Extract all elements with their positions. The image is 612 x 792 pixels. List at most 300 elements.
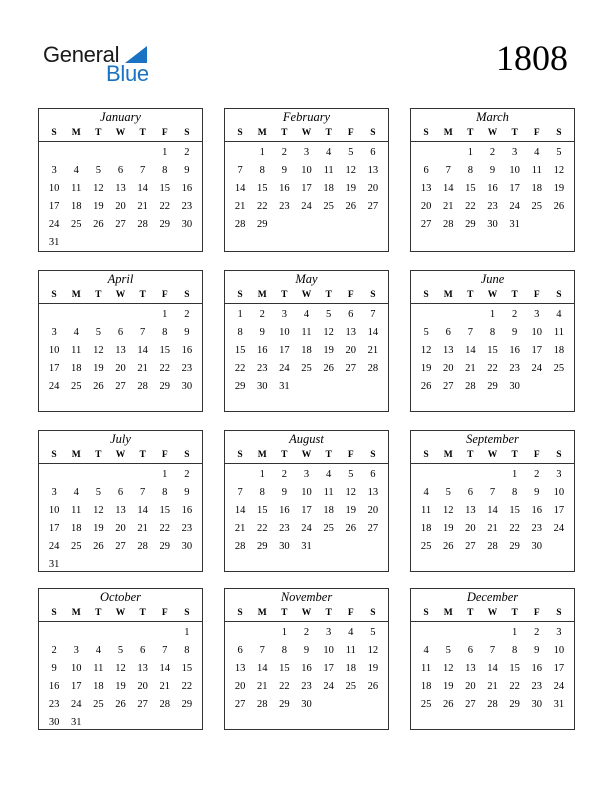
month-october [38, 588, 203, 730]
day-number: 12 [93, 183, 104, 194]
day-number: 28 [159, 699, 171, 710]
day-number: 7 [467, 327, 473, 338]
day-number: 7 [140, 165, 146, 176]
day-number: 8 [512, 487, 518, 498]
day-number: 15 [256, 505, 268, 516]
day-number: 29 [509, 699, 520, 710]
day-number: 31 [279, 381, 290, 392]
day-number: 2 [534, 627, 540, 638]
weekday-header [411, 288, 574, 304]
day-number: 25 [93, 699, 104, 710]
day-number: 14 [234, 183, 246, 194]
weekday-label: T [511, 450, 518, 460]
day-number: 3 [534, 309, 540, 320]
day-number: 28 [137, 381, 148, 392]
weekday-label: F [347, 290, 354, 300]
day-number: 19 [420, 363, 432, 374]
day-number: 14 [159, 663, 171, 674]
day-number: 27 [345, 363, 357, 374]
day-number: 1 [259, 147, 265, 158]
day-number: 20 [367, 505, 379, 516]
day-number: 27 [234, 699, 246, 710]
weekday-label: S [423, 128, 429, 138]
day-number: 19 [345, 505, 357, 516]
day-number: 6 [237, 645, 243, 656]
day-number: 4 [423, 645, 429, 656]
day-number: 13 [367, 165, 379, 176]
weekday-label: T [325, 128, 332, 138]
day-number: 18 [70, 201, 82, 212]
day-number: 22 [256, 201, 268, 212]
day-number: 22 [159, 523, 171, 534]
weekday-label: T [467, 608, 474, 618]
weekday-label: T [139, 290, 146, 300]
day-number: 25 [420, 699, 432, 710]
day-number: 30 [48, 717, 60, 728]
day-number: 28 [137, 219, 148, 230]
day-number: 23 [181, 523, 193, 534]
day-number: 27 [442, 381, 454, 392]
weekday-label: S [237, 450, 243, 460]
day-number: 4 [423, 487, 429, 498]
day-number: 31 [553, 699, 565, 710]
day-number: 29 [181, 699, 193, 710]
day-number: 5 [348, 147, 354, 158]
day-number: 21 [442, 201, 454, 212]
weekday-header [225, 606, 388, 622]
day-number: 3 [556, 627, 562, 638]
day-number: 9 [184, 165, 190, 176]
day-number: 7 [445, 165, 451, 176]
day-number: 12 [345, 165, 357, 176]
empty-day [43, 144, 65, 162]
day-number: 27 [465, 541, 476, 552]
day-number: 2 [303, 627, 310, 638]
weekday-label: S [184, 290, 190, 300]
weekday-label: T [467, 290, 474, 300]
month-january [38, 108, 203, 252]
weekday-label: S [51, 450, 57, 460]
empty-day [415, 306, 437, 324]
day-number: 18 [301, 345, 312, 356]
day-number: 3 [281, 309, 287, 320]
empty-day [132, 624, 154, 642]
day-number: 23 [279, 523, 290, 534]
day-number: 15 [159, 505, 171, 516]
empty-day [251, 624, 273, 642]
day-number: 4 [73, 327, 79, 338]
day-number: 26 [93, 541, 104, 552]
day-number: 7 [489, 645, 496, 656]
day-number: 7 [140, 487, 146, 498]
day-number: 13 [345, 327, 357, 338]
day-number: 11 [421, 505, 432, 516]
day-number: 14 [465, 345, 476, 356]
day-number: 22 [465, 201, 476, 212]
weekday-label: M [257, 450, 267, 460]
day-number: 23 [301, 681, 312, 692]
day-number: 23 [509, 363, 520, 374]
day-number: 10 [48, 345, 60, 356]
day-number: 5 [423, 327, 429, 338]
day-number: 22 [159, 201, 171, 212]
empty-day [132, 306, 154, 324]
day-number: 16 [48, 681, 60, 692]
day-number: 9 [281, 487, 287, 498]
weekday-label: T [95, 128, 102, 138]
day-number: 9 [512, 327, 518, 338]
weekday-label: F [161, 608, 168, 618]
day-number: 29 [256, 219, 268, 230]
day-number: 15 [465, 183, 476, 194]
day-number: 29 [487, 381, 498, 392]
day-number: 9 [303, 645, 310, 656]
day-number: 6 [348, 309, 354, 320]
empty-day [154, 624, 176, 642]
day-number: 27 [115, 541, 126, 552]
weekday-label: T [467, 128, 474, 138]
day-number: 3 [556, 469, 562, 480]
day-number: 16 [181, 183, 193, 194]
weekday-label: T [95, 450, 102, 460]
weekday-label: T [95, 290, 102, 300]
month-name: November [280, 590, 333, 604]
day-number: 13 [465, 505, 476, 516]
day-number: 21 [256, 681, 268, 692]
day-number: 7 [237, 165, 243, 176]
day-number: 5 [95, 165, 101, 176]
weekday-label: W [115, 608, 126, 618]
day-number: 18 [70, 523, 82, 534]
day-number: 17 [553, 663, 565, 674]
empty-day [65, 466, 87, 484]
day-number: 10 [48, 505, 60, 516]
weekday-label: T [281, 128, 288, 138]
empty-day [415, 624, 437, 642]
day-number: 14 [234, 505, 246, 516]
day-number: 25 [531, 201, 543, 212]
day-number: 10 [323, 645, 334, 656]
day-number: 4 [534, 147, 540, 158]
day-number: 23 [48, 699, 60, 710]
empty-day [43, 466, 65, 484]
empty-day [132, 144, 154, 162]
day-number: 1 [237, 309, 243, 320]
weekday-label: M [443, 128, 453, 138]
weekday-header [225, 126, 388, 142]
weekday-label: W [487, 608, 498, 618]
weekday-header [39, 126, 202, 142]
empty-day [87, 466, 109, 484]
day-number: 7 [370, 309, 376, 320]
weekday-label: F [161, 290, 168, 300]
day-grid [225, 304, 388, 396]
day-number: 27 [367, 201, 379, 212]
weekday-label: T [281, 608, 288, 618]
day-number: 12 [442, 663, 454, 674]
weekday-label: M [71, 450, 81, 460]
day-number: 26 [93, 381, 104, 392]
day-number: 3 [51, 165, 57, 176]
day-number: 8 [259, 487, 265, 498]
weekday-label: T [95, 608, 102, 618]
day-number: 20 [465, 681, 476, 692]
day-number: 25 [323, 523, 334, 534]
logo-general-text: General [43, 42, 120, 67]
day-number: 21 [487, 681, 498, 692]
day-number: 4 [326, 469, 332, 480]
day-number: 19 [442, 523, 454, 534]
weekday-label: T [281, 290, 288, 300]
day-number: 19 [93, 201, 104, 212]
empty-day [65, 624, 87, 642]
month-march [410, 108, 575, 252]
day-number: 16 [509, 345, 520, 356]
day-number: 21 [137, 363, 148, 374]
day-number: 4 [73, 165, 79, 176]
weekday-label: T [511, 608, 518, 618]
empty-day [109, 306, 131, 324]
day-number: 21 [137, 201, 148, 212]
weekday-header [225, 288, 388, 304]
weekday-label: T [325, 608, 332, 618]
weekday-label: S [556, 290, 562, 300]
empty-day [437, 306, 459, 324]
empty-day [459, 306, 481, 324]
day-number: 5 [445, 487, 451, 498]
day-number: 11 [323, 165, 334, 176]
day-number: 6 [117, 165, 124, 176]
weekday-header [411, 126, 574, 142]
month-name: February [282, 110, 331, 124]
day-number: 17 [48, 363, 60, 374]
day-number: 3 [73, 645, 79, 656]
weekday-label: M [71, 290, 81, 300]
day-number: 22 [234, 363, 246, 374]
day-number: 6 [423, 165, 429, 176]
day-number: 28 [256, 699, 268, 710]
day-number: 29 [279, 699, 290, 710]
day-number: 20 [234, 681, 246, 692]
day-grid [39, 142, 202, 252]
day-number: 15 [509, 505, 520, 516]
day-grid [225, 142, 388, 234]
weekday-label: W [301, 128, 312, 138]
day-number: 9 [259, 327, 265, 338]
empty-day [43, 306, 65, 324]
day-number: 16 [181, 505, 193, 516]
day-number: 17 [48, 201, 60, 212]
day-number: 17 [70, 681, 82, 692]
empty-day [132, 466, 154, 484]
day-grid [225, 622, 388, 714]
day-number: 2 [281, 147, 287, 158]
day-number: 17 [553, 505, 565, 516]
day-grid [411, 142, 574, 234]
weekday-label: M [257, 608, 267, 618]
weekday-label: W [301, 290, 312, 300]
day-number: 28 [487, 541, 498, 552]
day-number: 29 [509, 541, 520, 552]
weekday-label: S [556, 128, 562, 138]
day-number: 11 [71, 183, 82, 194]
weekday-label: S [184, 450, 190, 460]
day-number: 16 [531, 663, 543, 674]
weekday-label: T [139, 450, 146, 460]
empty-day [87, 306, 109, 324]
day-number: 13 [115, 505, 126, 516]
day-grid [39, 622, 202, 732]
day-number: 11 [323, 487, 334, 498]
day-number: 24 [553, 523, 565, 534]
day-number: 22 [256, 523, 268, 534]
day-number: 10 [301, 487, 312, 498]
day-number: 15 [256, 183, 268, 194]
day-number: 18 [93, 681, 104, 692]
day-number: 4 [556, 309, 562, 320]
day-number: 30 [181, 541, 193, 552]
day-number: 18 [420, 681, 432, 692]
day-number: 10 [48, 183, 60, 194]
day-number: 2 [184, 469, 190, 480]
weekday-label: F [161, 128, 168, 138]
day-number: 22 [487, 363, 498, 374]
day-number: 19 [345, 183, 357, 194]
day-number: 29 [159, 219, 171, 230]
weekday-label: T [325, 290, 332, 300]
day-number: 13 [115, 345, 126, 356]
day-number: 2 [281, 469, 287, 480]
weekday-label: W [301, 608, 312, 618]
empty-day [87, 144, 109, 162]
day-number: 31 [48, 237, 60, 248]
day-number: 14 [367, 327, 379, 338]
month-april [38, 270, 203, 412]
day-number: 14 [442, 183, 454, 194]
day-number: 7 [237, 487, 243, 498]
day-number: 2 [512, 309, 518, 320]
weekday-label: W [115, 450, 126, 460]
day-number: 9 [281, 165, 287, 176]
day-number: 28 [442, 219, 454, 230]
day-number: 24 [531, 363, 543, 374]
day-number: 1 [162, 147, 168, 158]
day-number: 10 [70, 663, 82, 674]
day-number: 24 [301, 201, 312, 212]
day-number: 5 [370, 627, 376, 638]
generalblue-logo [43, 40, 163, 90]
day-number: 1 [162, 469, 168, 480]
day-number: 3 [303, 147, 310, 158]
day-number: 17 [323, 663, 334, 674]
day-number: 10 [279, 327, 290, 338]
empty-day [229, 144, 251, 162]
day-number: 19 [93, 523, 104, 534]
weekday-header [411, 448, 574, 464]
day-number: 6 [117, 487, 124, 498]
day-number: 12 [420, 345, 432, 356]
day-number: 26 [420, 381, 432, 392]
day-number: 10 [301, 165, 312, 176]
day-number: 1 [184, 627, 190, 638]
weekday-label: S [556, 450, 562, 460]
weekday-label: S [370, 450, 376, 460]
weekday-header [39, 448, 202, 464]
month-july [38, 430, 203, 572]
day-number: 18 [345, 663, 357, 674]
day-number: 9 [51, 663, 57, 674]
day-number: 16 [279, 183, 290, 194]
day-number: 19 [323, 345, 334, 356]
empty-day [65, 306, 87, 324]
day-number: 11 [345, 645, 356, 656]
day-number: 26 [442, 541, 454, 552]
month-name: May [295, 272, 318, 286]
logo-blue-text: Blue [106, 61, 149, 86]
day-number: 7 [259, 645, 265, 656]
day-number: 13 [367, 487, 379, 498]
day-number: 26 [323, 363, 334, 374]
day-number: 24 [301, 523, 312, 534]
day-number: 11 [301, 327, 312, 338]
weekday-label: T [139, 608, 146, 618]
day-number: 22 [279, 681, 290, 692]
day-number: 26 [442, 699, 454, 710]
weekday-header [225, 448, 388, 464]
day-number: 29 [159, 541, 171, 552]
weekday-label: M [443, 450, 453, 460]
day-number: 27 [137, 699, 148, 710]
month-february [224, 108, 389, 252]
day-number: 5 [556, 147, 562, 158]
day-number: 29 [234, 381, 246, 392]
weekday-label: S [184, 128, 190, 138]
weekday-label: F [533, 290, 540, 300]
day-number: 23 [279, 201, 290, 212]
empty-day [109, 624, 131, 642]
empty-day [437, 466, 459, 484]
weekday-label: T [511, 290, 518, 300]
weekday-label: S [370, 128, 376, 138]
day-number: 24 [48, 541, 60, 552]
day-number: 14 [137, 505, 148, 516]
day-number: 23 [256, 363, 268, 374]
weekday-label: W [487, 128, 498, 138]
day-number: 6 [370, 147, 376, 158]
month-november [224, 588, 389, 730]
weekday-label: S [370, 608, 376, 618]
day-number: 27 [115, 219, 126, 230]
empty-day [87, 624, 109, 642]
empty-day [229, 466, 251, 484]
weekday-header [39, 606, 202, 622]
month-name: March [476, 110, 509, 124]
day-number: 23 [487, 201, 498, 212]
day-number: 14 [256, 663, 268, 674]
day-number: 20 [442, 363, 454, 374]
day-number: 17 [531, 345, 543, 356]
month-june [410, 270, 575, 412]
day-number: 10 [553, 645, 565, 656]
day-number: 9 [184, 327, 190, 338]
weekday-label: S [423, 290, 429, 300]
day-number: 3 [303, 469, 310, 480]
day-number: 14 [137, 183, 148, 194]
weekday-label: M [443, 290, 453, 300]
day-number: 25 [323, 201, 334, 212]
day-number: 25 [70, 381, 82, 392]
weekday-label: S [51, 290, 57, 300]
